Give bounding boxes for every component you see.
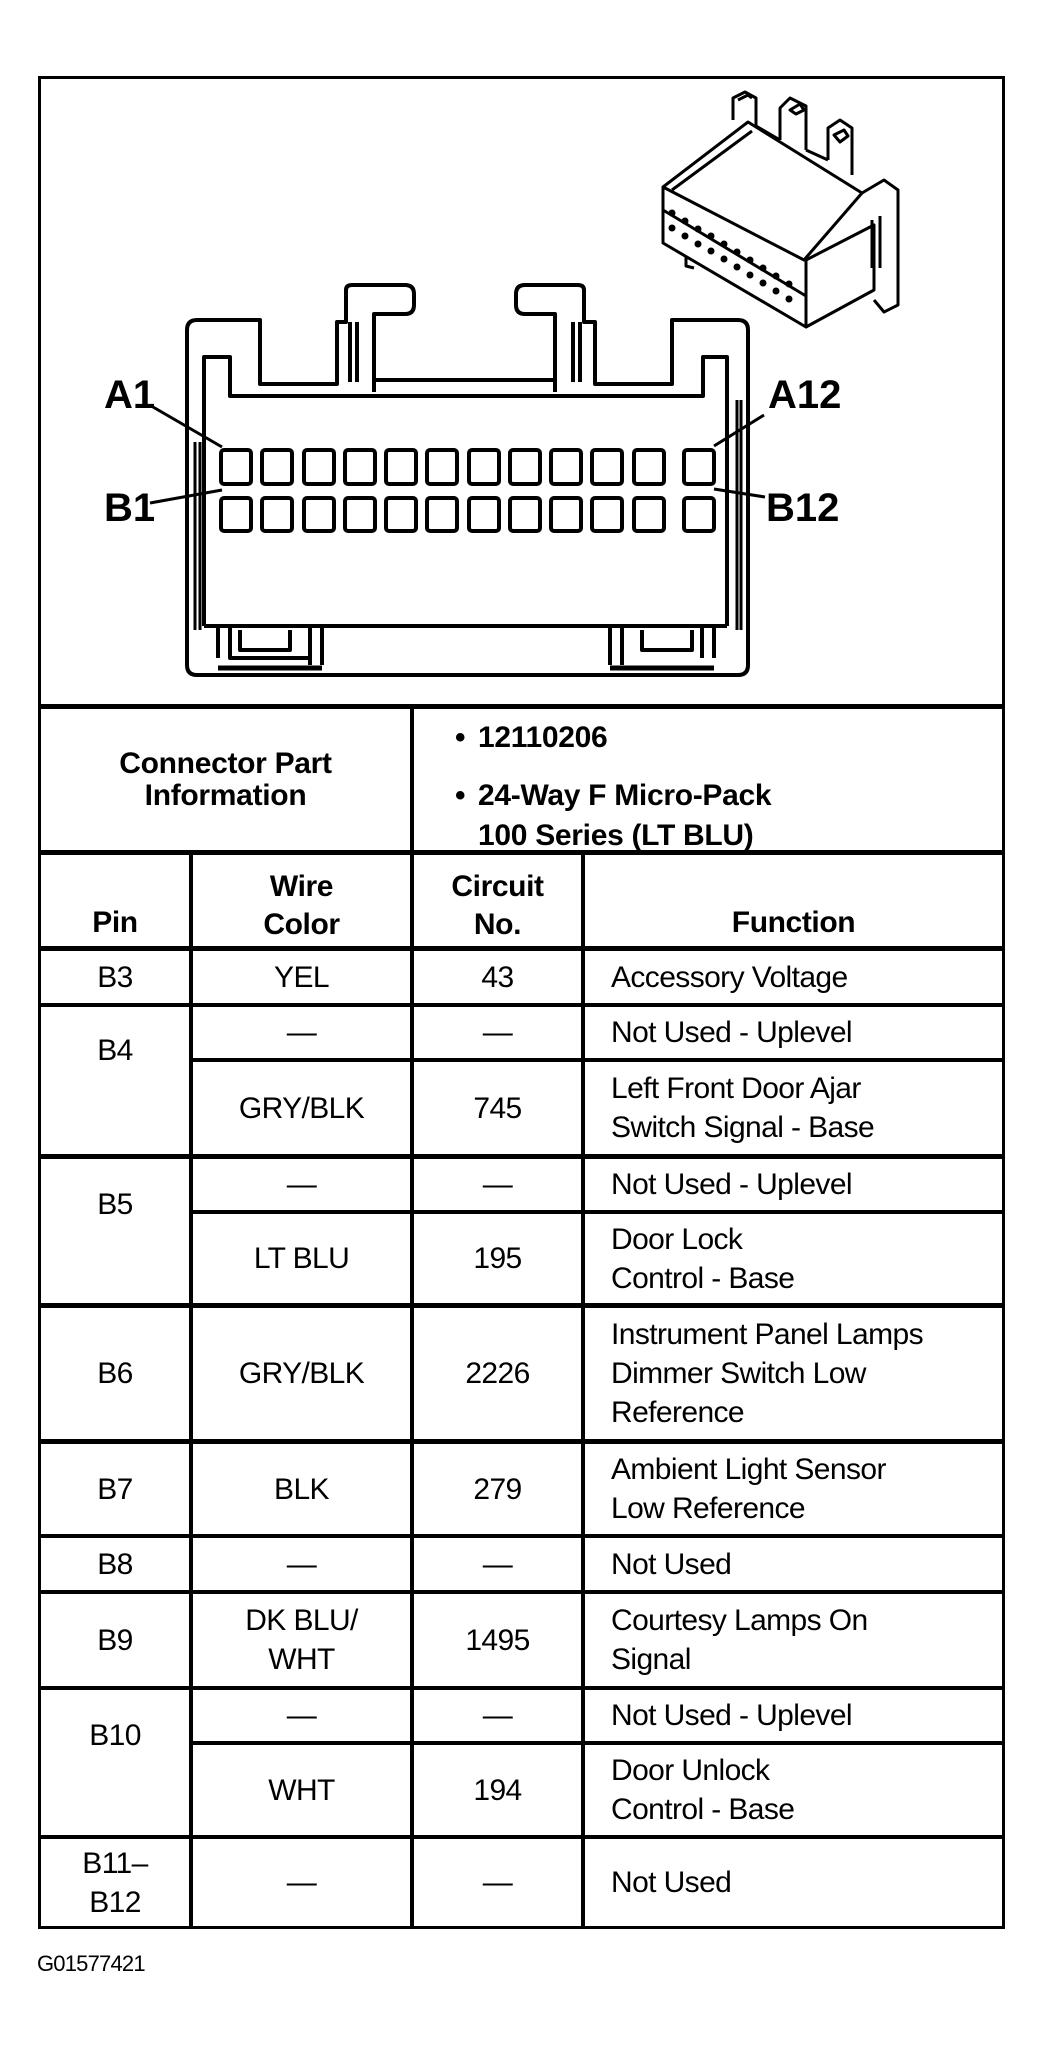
function-cell-b5-base: Door Lock Control - Base bbox=[611, 1222, 795, 1295]
wire-cell-b3: YEL bbox=[274, 960, 329, 994]
circuit-cell-b4-uplevel: — bbox=[482, 1016, 513, 1049]
function-cell-b8: Not Used bbox=[611, 1547, 732, 1581]
column-header-wire-color-line1: Wire bbox=[269, 870, 334, 903]
pin-cell-b6: B6 bbox=[97, 1357, 133, 1390]
connector-description bbox=[455, 776, 1005, 856]
connector-description-line1: 24-Way F Micro-Pack bbox=[478, 779, 772, 812]
circuit-cell-b5-base: 195 bbox=[473, 1242, 522, 1275]
wire-cell-b11-b12: — bbox=[286, 1866, 317, 1899]
circuit-cell-b8: — bbox=[482, 1547, 513, 1581]
function-cell-b3: Accessory Voltage bbox=[611, 960, 848, 994]
circuit-cell-b7: 279 bbox=[473, 1472, 522, 1506]
column-header-wire-color-line2: Color bbox=[263, 908, 340, 941]
wire-cell-b8: — bbox=[286, 1547, 317, 1581]
function-cell-b5-uplevel: Not Used - Uplevel bbox=[611, 1168, 852, 1201]
connector-info-label bbox=[41, 709, 410, 850]
connector-info-label-line1: Connector Part bbox=[119, 746, 332, 780]
pin-label-b12: B12 bbox=[766, 486, 840, 530]
wire-cell-b5-uplevel: — bbox=[286, 1168, 317, 1201]
circuit-cell-b9: 1495 bbox=[465, 1623, 530, 1657]
function-cell-b10-uplevel: Not Used - Uplevel bbox=[611, 1699, 852, 1732]
wire-cell-b10-uplevel: — bbox=[286, 1699, 317, 1732]
pin-cell-b8: B8 bbox=[97, 1547, 133, 1581]
column-header-function-text: Function bbox=[731, 906, 856, 939]
function-cell-b10-base: Door Unlock Control - Base bbox=[611, 1754, 795, 1826]
function-cell-b7: Ambient Light Sensor Low Reference bbox=[611, 1453, 886, 1525]
function-cell-b4-uplevel: Not Used - Uplevel bbox=[611, 1016, 852, 1049]
bullet-icon: • bbox=[455, 721, 466, 754]
connector-info-list bbox=[412, 706, 1005, 852]
pin-label-a12: A12 bbox=[768, 373, 842, 417]
connector-info-label-line2: Information bbox=[144, 778, 307, 812]
circuit-cell-b10-uplevel: — bbox=[482, 1699, 513, 1732]
pin-label-b1: B1 bbox=[104, 486, 156, 530]
column-header-circuit bbox=[414, 853, 581, 946]
pin-cell-b4: B4 bbox=[97, 1034, 133, 1067]
pin-cell-b9: B9 bbox=[97, 1623, 133, 1657]
circuit-cell-b3: 43 bbox=[481, 960, 514, 994]
wire-cell-b4-base: GRY/BLK bbox=[238, 1091, 365, 1125]
figure-id: G01577421 bbox=[37, 1951, 145, 1976]
function-cell-b11-b12: Not Used bbox=[611, 1866, 732, 1899]
column-header-function bbox=[585, 853, 1002, 946]
column-header-pin-text: Pin bbox=[92, 906, 138, 939]
wire-cell-b6: GRY/BLK bbox=[238, 1357, 365, 1390]
pin-cell-b5: B5 bbox=[97, 1188, 133, 1221]
function-cell-b6: Instrument Panel Lamps Dimmer Switch Low Reference bbox=[611, 1318, 923, 1429]
connector-part-number bbox=[455, 718, 1005, 758]
connector-description-line2: 100 Series (LT BLU) bbox=[478, 819, 754, 852]
pin-label-a1: A1 bbox=[104, 373, 156, 417]
pin-cell-b3: B3 bbox=[97, 960, 133, 994]
part-number-text: 12110206 bbox=[478, 721, 608, 754]
column-header-circuit-line2: No. bbox=[473, 908, 522, 941]
function-cell-b4-base: Left Front Door Ajar Switch Signal - Base bbox=[611, 1072, 875, 1144]
circuit-cell-b4-base: 745 bbox=[473, 1091, 522, 1125]
circuit-cell-b11-b12: — bbox=[482, 1866, 513, 1899]
circuit-cell-b10-base: 194 bbox=[473, 1773, 522, 1807]
bullet-icon: • bbox=[455, 779, 466, 812]
circuit-cell-b6: 2226 bbox=[465, 1357, 530, 1390]
column-header-circuit-line1: Circuit bbox=[451, 870, 544, 903]
wire-cell-b7: BLK bbox=[274, 1472, 329, 1506]
pin-cell-b7: B7 bbox=[97, 1472, 133, 1506]
column-header-wire-color bbox=[193, 853, 410, 946]
function-cell-b9: Courtesy Lamps On Signal bbox=[611, 1604, 868, 1676]
wire-cell-b10-base: WHT bbox=[268, 1773, 335, 1807]
wire-cell-b4-uplevel: — bbox=[286, 1016, 317, 1049]
pin-cell-b11-b12: B11– B12 bbox=[82, 1846, 148, 1919]
pin-cell-b10: B10 bbox=[89, 1719, 141, 1752]
circuit-cell-b5-uplevel: — bbox=[482, 1168, 513, 1201]
wire-cell-b5-base: LT BLU bbox=[253, 1242, 350, 1275]
wire-cell-b9: DK BLU/ WHT bbox=[245, 1604, 358, 1676]
column-header-pin bbox=[41, 853, 189, 946]
